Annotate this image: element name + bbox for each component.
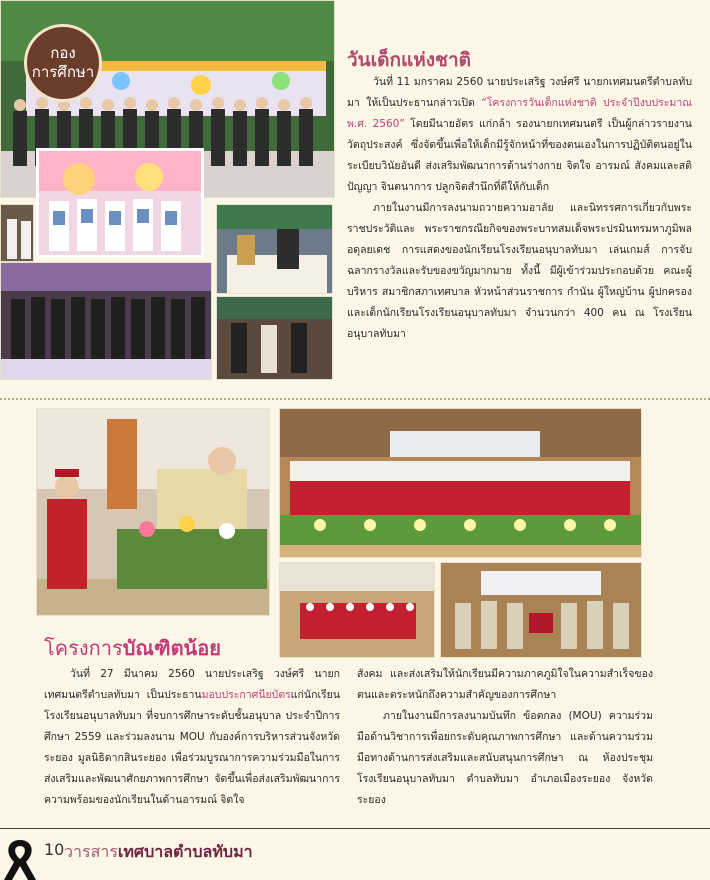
- section2-col1-text-a: วันที่ 27 มีนาคม 2560 นายประเสริฐ วงษ์ศรี นายกเทศมนตรีตำบลทับมา เป็นประธาน: [44, 668, 340, 701]
- badge-line-2: การศึกษา: [31, 63, 95, 81]
- journal-label-strong: เทศบาลตำบลทับมา: [117, 842, 253, 861]
- section2-col2-paragraph-1: สังคม และส่งเสริมให้นักเรียนมีความภาคภูมิใจในความสำเร็จของตนและตระหนักถึงความสำคัญของการศึกษา: [357, 668, 653, 701]
- section1-paragraph-1: [347, 72, 692, 198]
- section-badge: [24, 24, 102, 102]
- section-divider: [0, 398, 710, 400]
- section2-title: [44, 632, 221, 664]
- photo-graduate-certificate: [36, 408, 270, 616]
- photo-mou-signing: [440, 562, 642, 658]
- section1-title: วันเด็กแห่งชาติ: [347, 49, 471, 71]
- section2-title-strong: บัณฑิตน้อย: [122, 636, 221, 660]
- section1-p1-text-a: วันที่ 11 มกราคม 2560 นายประเสริฐ วงษ์ศรี นายกเทศมนตรีตำบลทับมา ให้เป็นประธานกล่าวเปิด: [347, 76, 692, 109]
- footer-rule: [0, 828, 710, 829]
- photo-award-ceremony: [216, 296, 333, 380]
- page-number: 10: [44, 840, 65, 859]
- section1-p1-text-b: โดยมีนายอัตร แก่กล้า รองนายกเทศมนตรี เป็นผู้กล่าวรายงานวัตถุประสงค์ ซึ่งจัดขึ้นเพื่อให้เด็กมีรู้จักหน้าที่ของตนเองในการปฏิบัติตนอยู่ในระเบียบวินัยอันดี ส่งเสริมพัฒนาการด้านร่างกาย จิตใจ อารมณ์ สังคมและสติปัญญา จินตนาการ ปลูกจิตสำนึกที่ดีให้กับเด็ก: [347, 118, 692, 193]
- section2-col1-paragraph: [44, 664, 340, 811]
- photo-donation-table: [216, 204, 333, 294]
- section2-col1-text-b: แก่นักเรียนโรงเรียนอนุบาลทับมา ที่จบการศึกษาระดับชั้นอนุบาล ประจำปีการศึกษา 2559 และร่วมลงนาม MOU กับองค์การบริหารส่วนจังหวัดระยอง มูลนิธิดากสินระยอง เพื่อร่วมบูรณาการความร่วมมือในการส่งเสริมและพัฒนาศักยภาพการศึกษา จัดขึ้นเพื่อส่งเสริมพัฒนาการความพร้อมของนักเรียนในด้านอารมณ์ จิตใจ: [44, 689, 340, 806]
- journal-label: [64, 840, 253, 865]
- photo-group-guests: [0, 262, 212, 380]
- footer: [0, 836, 710, 880]
- section2-column-1: [44, 664, 340, 811]
- section1-project-highlight: “โครงการวันเด็กแห่งชาติ ประจำปีงบประมาณ พ.ศ. 2560”: [347, 97, 692, 130]
- photo-children-with-books: [36, 148, 204, 258]
- photo-graduation-group-stage: [279, 408, 642, 558]
- photo-children-small: [0, 204, 34, 262]
- photo-graduates-seated: [279, 562, 435, 658]
- section2-title-prefix: โครงการ: [44, 636, 123, 660]
- section2-certificate-highlight: มอบประกาศนียบัตร: [201, 689, 291, 701]
- mourning-ribbon-icon: [0, 836, 40, 880]
- badge-line-1: กอง: [50, 44, 76, 62]
- section2-column-2: [357, 664, 653, 811]
- journal-label-prefix: วารสาร: [64, 842, 118, 861]
- section2-col2-paragraph-2: ภายในงานมีการลงนามบันทึก ข้อตกลง (MOU) ความร่วมมือด้านวิชาการเพื่อยกระดับคุณภาพการศึกษา และด้านความร่วมมือทางด้านการส่งเสริมและสนับสนุนการศึกษา ณ ห้องประชุมโรงเรียนอนุบาลทับมา ตำบลทับมา อำเภอเมืองระยอง จังหวัดระยอง: [357, 710, 653, 806]
- section1-paragraph-2: ภายในงานมีการลงนามถวายความอาลัย และนิทรรศการเกี่ยวกับพระราชประวัติและ พระราชกรณียกิจของพระบาทสมเด็จพระปรมินทรมหาภูมิพลอดุลยเดช การแสดงของนักเรียนโรงเรียนอนุบาลทับมา เล่นเกมส์ การจับฉลากรางวัลและรับของขวัญมากมาย ทั้งนี้ มีผู้เข้าร่วมประกอบด้วย คณะผู้บริหาร สมาชิกสภาเทศบาล หัวหน้าส่วนราชการ กำนัน ผู้ใหญ่บ้าน ผู้ปกครอง และเด็กนักเรียนโรงเรียนอนุบาลทับมา จำนวนกว่า 400 คน ณ โรงเรียนอนุบาลทับมา: [347, 202, 692, 340]
- section1-body: [347, 72, 692, 345]
